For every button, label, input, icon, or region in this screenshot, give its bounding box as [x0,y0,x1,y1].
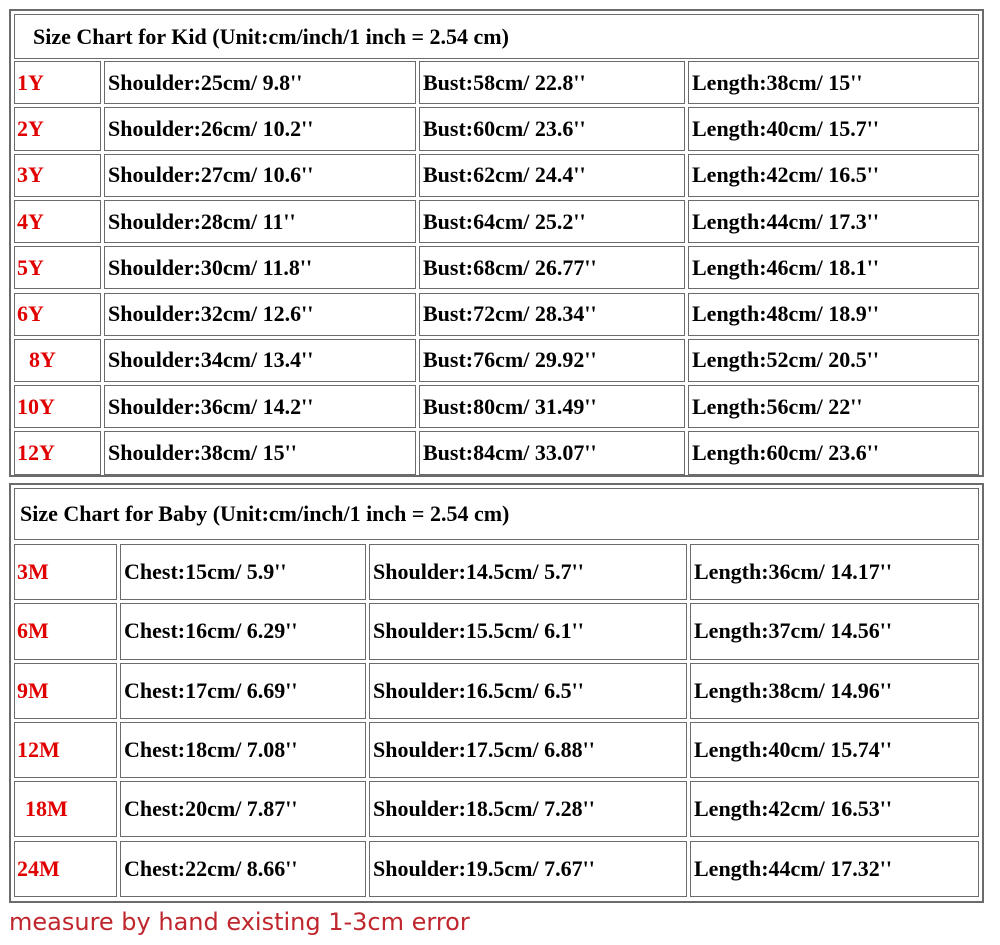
kid-measure-c3: Length:42cm/ 16.5'' [688,154,979,197]
baby-measure-c1: Chest:18cm/ 7.08'' [120,722,366,778]
baby-measure-c3: Length:37cm/ 14.56'' [690,603,979,659]
baby-measure-c1: Chest:15cm/ 5.9'' [120,544,366,600]
kid-measure-c2: Bust:60cm/ 23.6'' [419,107,685,150]
kid-measure-c1: Shoulder:32cm/ 12.6'' [104,293,416,336]
kid-measure-c1: Shoulder:34cm/ 13.4'' [104,339,416,382]
baby-measure-c1: Chest:22cm/ 8.66'' [120,841,366,897]
baby-size-table [9,483,984,903]
kid-measure-c1: Shoulder:38cm/ 15'' [104,431,416,474]
baby-measure-c2: Shoulder:17.5cm/ 6.88'' [369,722,687,778]
baby-measure-c2: Shoulder:15.5cm/ 6.1'' [369,603,687,659]
baby-measure-c3: Length:38cm/ 14.96'' [690,663,979,719]
baby-measure-c3: Length:42cm/ 16.53'' [690,781,979,837]
baby-size-label: 24M [14,841,117,897]
kid-measure-c2: Bust:62cm/ 24.4'' [419,154,685,197]
kid-measure-c3: Length:52cm/ 20.5'' [688,339,979,382]
baby-size-label: 6M [14,603,117,659]
baby-measure-c3: Length:40cm/ 15.74'' [690,722,979,778]
baby-size-label: 12M [14,722,117,778]
kid-measure-c1: Shoulder:25cm/ 9.8'' [104,61,416,104]
baby-measure-c2: Shoulder:16.5cm/ 6.5'' [369,663,687,719]
baby-measure-c1: Chest:20cm/ 7.87'' [120,781,366,837]
kid-size-label: 3Y [14,154,101,197]
baby-measure-c2: Shoulder:18.5cm/ 7.28'' [369,781,687,837]
kid-size-label: 8Y [14,339,101,382]
kid-measure-c3: Length:40cm/ 15.7'' [688,107,979,150]
kid-measure-c3: Length:60cm/ 23.6'' [688,431,979,474]
kid-measure-c1: Shoulder:27cm/ 10.6'' [104,154,416,197]
kid-measure-c2: Bust:76cm/ 29.92'' [419,339,685,382]
baby-measure-c3: Length:44cm/ 17.32'' [690,841,979,897]
kid-measure-c2: Bust:64cm/ 25.2'' [419,200,685,243]
baby-measure-c1: Chest:16cm/ 6.29'' [120,603,366,659]
kid-size-label: 5Y [14,246,101,289]
baby-measure-c2: Shoulder:14.5cm/ 5.7'' [369,544,687,600]
kid-measure-c3: Length:38cm/ 15'' [688,61,979,104]
kid-measure-c1: Shoulder:28cm/ 11'' [104,200,416,243]
kid-measure-c2: Bust:80cm/ 31.49'' [419,385,685,428]
baby-size-label: 18M [14,781,117,837]
kid-measure-c3: Length:48cm/ 18.9'' [688,293,979,336]
kid-size-label: 1Y [14,61,101,104]
kid-measure-c1: Shoulder:36cm/ 14.2'' [104,385,416,428]
kid-measure-c3: Length:44cm/ 17.3'' [688,200,979,243]
kid-size-label: 6Y [14,293,101,336]
baby-size-label: 3M [14,544,117,600]
kid-measure-c3: Length:46cm/ 18.1'' [688,246,979,289]
kid-size-table [9,9,984,477]
kid-size-label: 4Y [14,200,101,243]
baby-measure-c2: Shoulder:19.5cm/ 7.67'' [369,841,687,897]
baby-measure-c3: Length:36cm/ 14.17'' [690,544,979,600]
kid-size-label: 10Y [14,385,101,428]
baby-table-title: Size Chart for Baby (Unit:cm/inch/1 inch = 2.54 cm) [14,488,979,540]
baby-size-label: 9M [14,663,117,719]
kid-measure-c1: Shoulder:30cm/ 11.8'' [104,246,416,289]
kid-measure-c2: Bust:84cm/ 33.07'' [419,431,685,474]
baby-measure-c1: Chest:17cm/ 6.69'' [120,663,366,719]
kid-size-label: 2Y [14,107,101,150]
kid-measure-c2: Bust:68cm/ 26.77'' [419,246,685,289]
kid-measure-c3: Length:56cm/ 22'' [688,385,979,428]
measurement-note: measure by hand existing 1-3cm error [9,908,470,936]
kid-measure-c1: Shoulder:26cm/ 10.2'' [104,107,416,150]
kid-measure-c2: Bust:58cm/ 22.8'' [419,61,685,104]
kid-size-label: 12Y [14,431,101,474]
kid-measure-c2: Bust:72cm/ 28.34'' [419,293,685,336]
kid-table-title: Size Chart for Kid (Unit:cm/inch/1 inch = 2.54 cm) [14,14,979,59]
